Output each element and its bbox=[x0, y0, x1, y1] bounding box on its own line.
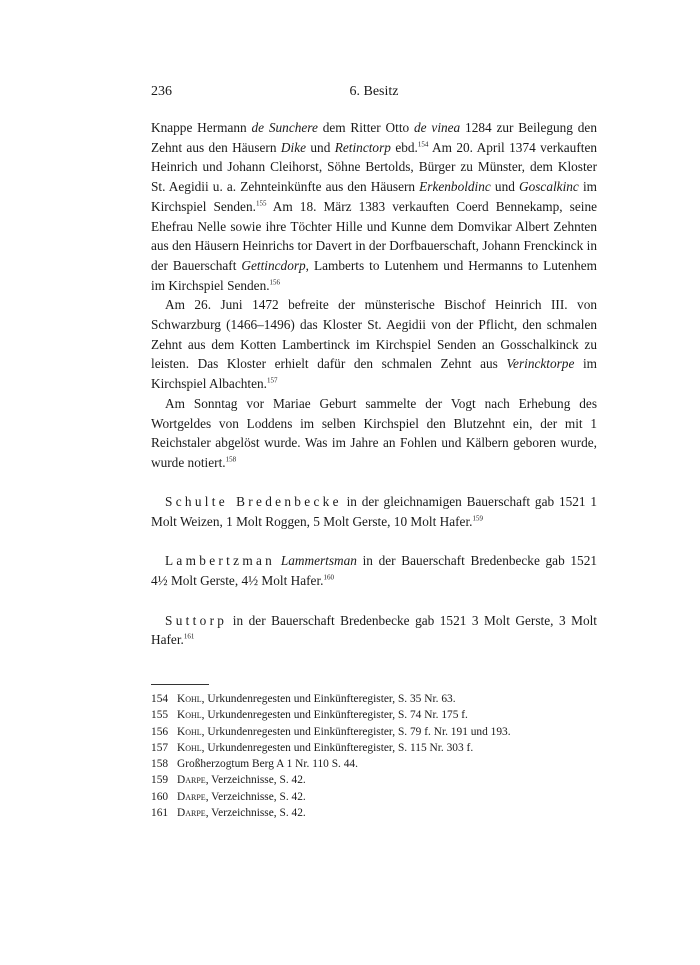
footnote: 155 Kohl, Urkundenregesten und Einkünfteregister, S. 74 Nr. 175 f. bbox=[151, 707, 597, 723]
footnote-number: 156 bbox=[151, 725, 169, 738]
entry-alias: Lammertsman bbox=[280, 553, 357, 569]
footnote: 161 Darpe, Verzeichnisse, S. 42. bbox=[151, 805, 597, 821]
footnote-number: 157 bbox=[151, 741, 169, 754]
paragraph-3: Am Sonntag vor Mariae Geburt sammelte der Vogt nach Erhebung des Wortgeldes von Loddens im selben Kirchspiel den Blutzehnt ein, der mit 1 Reichstaler abgelöst wurde. Was im Jahre an Fohlen und Kälbern geboren wurde, wurde notiert.$^{158}$ bbox=[151, 395, 597, 470]
footnote-ref-154[interactable]: 154 bbox=[417, 140, 429, 149]
footnote-ref-158[interactable]: 158 bbox=[225, 455, 237, 464]
entry-name: Schulte Bredenbecke bbox=[165, 494, 342, 510]
entry-schulte-bredenbecke: Schulte Bredenbecke in der gleichnamigen Bauerschaft gab 1521 1 Molt Weizen, 1 Molt Roggen, 5 Molt Gerste, 10 Molt Hafer.$^{159}$ bbox=[151, 494, 597, 530]
page-header bbox=[151, 84, 597, 104]
entry-name: Lambertzman bbox=[165, 553, 276, 569]
running-head: 6. Besitz bbox=[349, 84, 399, 99]
footnote-ref-156[interactable]: 156 bbox=[269, 278, 281, 287]
footnote-ref-161[interactable]: 161 bbox=[183, 632, 195, 641]
footnote-ref-159[interactable]: 159 bbox=[472, 514, 483, 523]
footnote-number: 160 bbox=[151, 790, 169, 803]
footnote-separator bbox=[151, 684, 209, 685]
footnote-number: 158 bbox=[151, 758, 169, 771]
footnote-ref-160[interactable]: 160 bbox=[323, 573, 334, 582]
footnote: 160 Darpe, Verzeichnisse, S. 42. bbox=[151, 789, 597, 805]
footnote: 154 Kohl, Urkundenregesten und Einkünfteregister, S. 35 Nr. 63. bbox=[151, 691, 597, 707]
entry-name: Suttorp bbox=[165, 612, 228, 628]
body-text bbox=[151, 118, 597, 650]
footnote-number: 159 bbox=[151, 774, 169, 787]
footnote-number: 154 bbox=[151, 693, 169, 705]
page-number: 236 bbox=[151, 84, 172, 99]
footnote: 158 Großherzogtum Berg A 1 Nr. 110 S. 44. bbox=[151, 756, 597, 772]
entry-suttorp: Suttorp in der Bauerschaft Bredenbecke gab 1521 3 Molt Gerste, 3 Molt Hafer.$^{161}$ bbox=[151, 612, 597, 648]
footnote: 157 Kohl, Urkundenregesten und Einkünfteregister, S. 115 Nr. 303 f. bbox=[151, 740, 597, 756]
footnotes bbox=[151, 691, 597, 821]
footnote-ref-157[interactable]: 157 bbox=[266, 376, 278, 385]
footnote: 159 Darpe, Verzeichnisse, S. 42. bbox=[151, 772, 597, 788]
footnote-number: 155 bbox=[151, 709, 169, 722]
footnote-number: 161 bbox=[151, 807, 169, 820]
entry-lambertzman: Lambertzman Lammertsman in der Bauerschaft Bredenbecke gab 1521 4½ Molt Gerste, 4½ Molt Hafer.$^{160}$ bbox=[151, 553, 597, 589]
footnote-ref-155[interactable]: 155 bbox=[255, 199, 267, 208]
footnote: 156 Kohl, Urkundenregesten und Einkünfteregister, S. 79 f. Nr. 191 und 193. bbox=[151, 724, 597, 740]
paragraph-1: Knappe Hermann de Sunchere dem Ritter Otto de vinea 1284 zur Beilegung den Zehnt aus den Häusern Dike und Retinctorp ebd.$^{154}$ Am 20. April 1374 verkauften Heinrich und Johann Cleihorst, Söhne Bertolds, Bürger zu Münster, dem Kloster St. Aegidii u. a. Zehnteinkünfte aus den Häusern Erkenboldinc und Goscalkinc im Kirchspiel Senden.$^{155}$ Am 18. März 1383 verkauften Coerd Bennekamp, seine Ehefrau Nelle sowie ihre Töchter Hille und Kunne dem Domvikar Albert Zehnten aus den Häusern Heinrichs tor Davert in der Dorfbauerschaft, Johann Frenckinck in der Bauerschaft Gettincdorp, Lamberts to Lutenhem und Hermanns to Lutenhem im Kirchspiel Senden.$^{156}$ bbox=[151, 120, 598, 293]
paragraph-2: Am 26. Juni 1472 befreite der münsterische Bischof Heinrich III. von Schwarzburg (1466–1496) das Kloster St. Aegidii von der Pflicht, den schmalen Zehnt aus dem Kotten Lambertinck im Kirchspiel Senden an Gosschalkinck zu leisten. Das Kloster erhielt dafür den schmalen Zehnt aus Verincktorpe im Kirchspiel Albachten.$^{157}$ bbox=[151, 297, 597, 392]
